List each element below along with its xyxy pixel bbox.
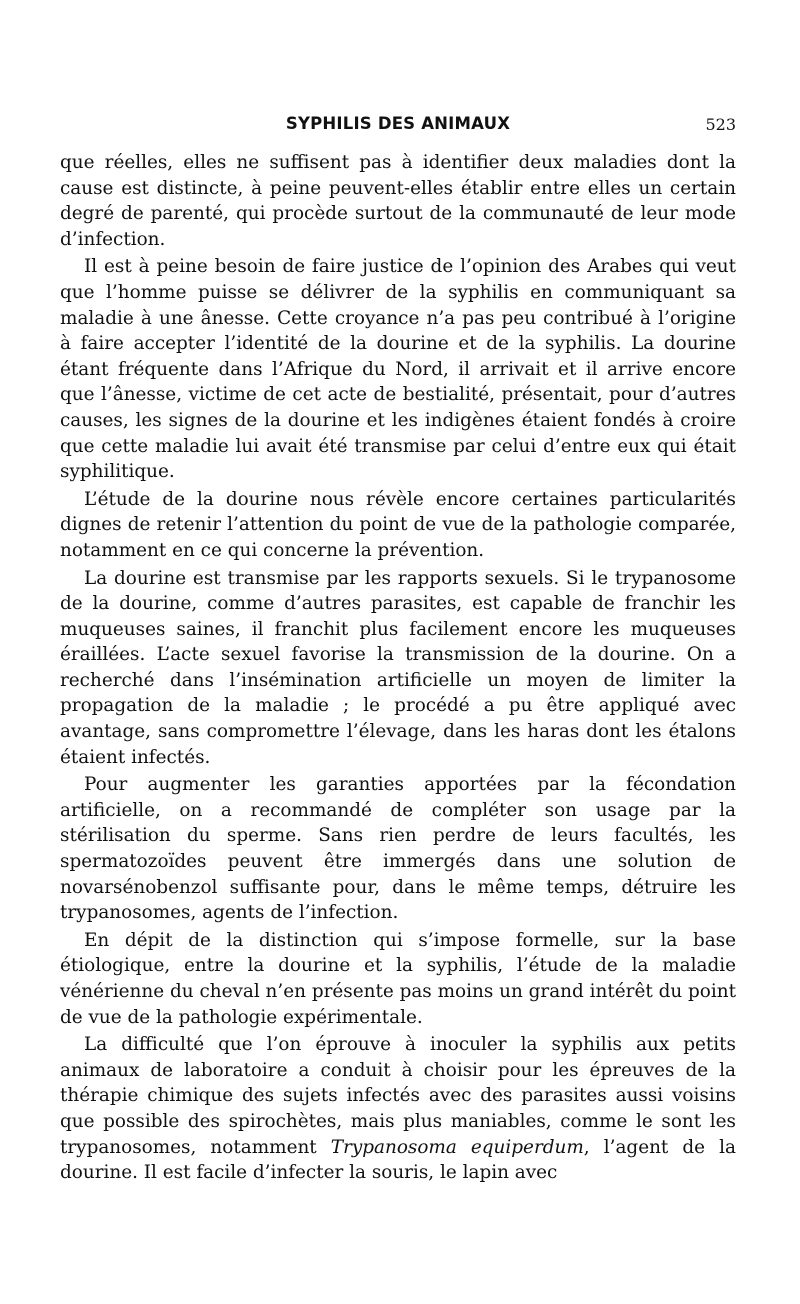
paragraph-7-text-b: , l’agent de la dourine. Il est facile d’infecter la souris, le lapin avec xyxy=(60,1136,736,1184)
paragraph-4-text: La dourine est transmise par les rapports sexuels. Si le trypanosome de la dourine, comme d’autres parasites, est capable de franchir les muqueuses saines, il franchit plus facilement encore les muqueuses éraillées. L’acte sexuel favorise la transmission de la dourine. On a recherché dans l’insémination artificielle un moyen de limiter la propagation de la maladie ; le procédé a pu être appliqué avec avantage, sans compromettre l’élevage, dans les haras dont les étalons étaient infectés. xyxy=(60,567,736,768)
running-title: SYPHILIS DES ANIMAUX xyxy=(285,114,511,133)
paragraph-4 xyxy=(60,566,736,771)
species-name: Trypanosoma equiperdum xyxy=(330,1136,584,1158)
paragraph-5 xyxy=(60,772,736,926)
paragraph-2 xyxy=(60,254,736,484)
paragraph-6 xyxy=(60,928,736,1030)
paragraph-3 xyxy=(60,487,736,564)
paragraph-3-text: L’étude de la dourine nous révèle encore certaines particularités dignes de retenir l’attention du point de vue de la pathologie comparée, notamment en ce qui concerne la prévention. xyxy=(60,488,736,561)
body-text xyxy=(60,150,736,1186)
paragraph-7 xyxy=(60,1032,736,1186)
paragraph-6-text: En dépit de la distinction qui s’impose formelle, sur la base étiologique, entre la dourine et la syphilis, l’étude de la maladie vénérienne du cheval n’en présente pas moins un grand intérêt du point de vue de la pathologie expérimentale. xyxy=(60,929,736,1028)
page-number: 523 xyxy=(705,115,736,134)
paragraph-1 xyxy=(60,150,736,252)
paragraph-5-text: Pour augmenter les garanties apportées par la fécondation artificielle, on a recommandé de compléter son usage par la stérilisation du sperme. Sans rien perdre de leurs facultés, les spermatozoïdes peuvent être immergés dans une solution de novarsénobenzol suffisante pour, dans le même temps, détruire les trypanosomes, agents de l’infection. xyxy=(60,774,736,924)
paragraph-2-text: Il est à peine besoin de faire justice de l’opinion des Arabes qui veut que l’homme puisse se délivrer de la syphilis en communiquant sa maladie à une ânesse. Cette croyance n’a pas peu contribué à l’origine à faire accepter l’identité de la dourine et de la syphilis. La dourine étant fréquente dans l’Afrique du Nord, il arrivait et il arrive encore que l’ânesse, victime de cet acte de bestialité, présentait, pour d’autres causes, les signes de la dourine et les indigènes étaient fondés à croire que cette maladie lui avait été transmise par celui d’entre eux qui était syphilitique. xyxy=(60,256,736,483)
paragraph-7-text-a: La difficulté que l’on éprouve à inoculer la syphilis aux petits animaux de laboratoire a conduit à choisir pour les épreuves de la thérapie chimique des sujets infectés avec des parasites aussi voisins que possible des spirochètes, mais plus maniables, comme le sont les trypanosomes, notamment xyxy=(60,1034,736,1158)
paragraph-1-text: que réelles, elles ne suffisent pas à identifier deux maladies dont la cause est distincte, à peine peuvent-elles établir entre elles un certain degré de parenté, qui procède surtout de la communauté de leur mode d’infection. xyxy=(60,152,736,250)
page-header xyxy=(60,114,736,144)
